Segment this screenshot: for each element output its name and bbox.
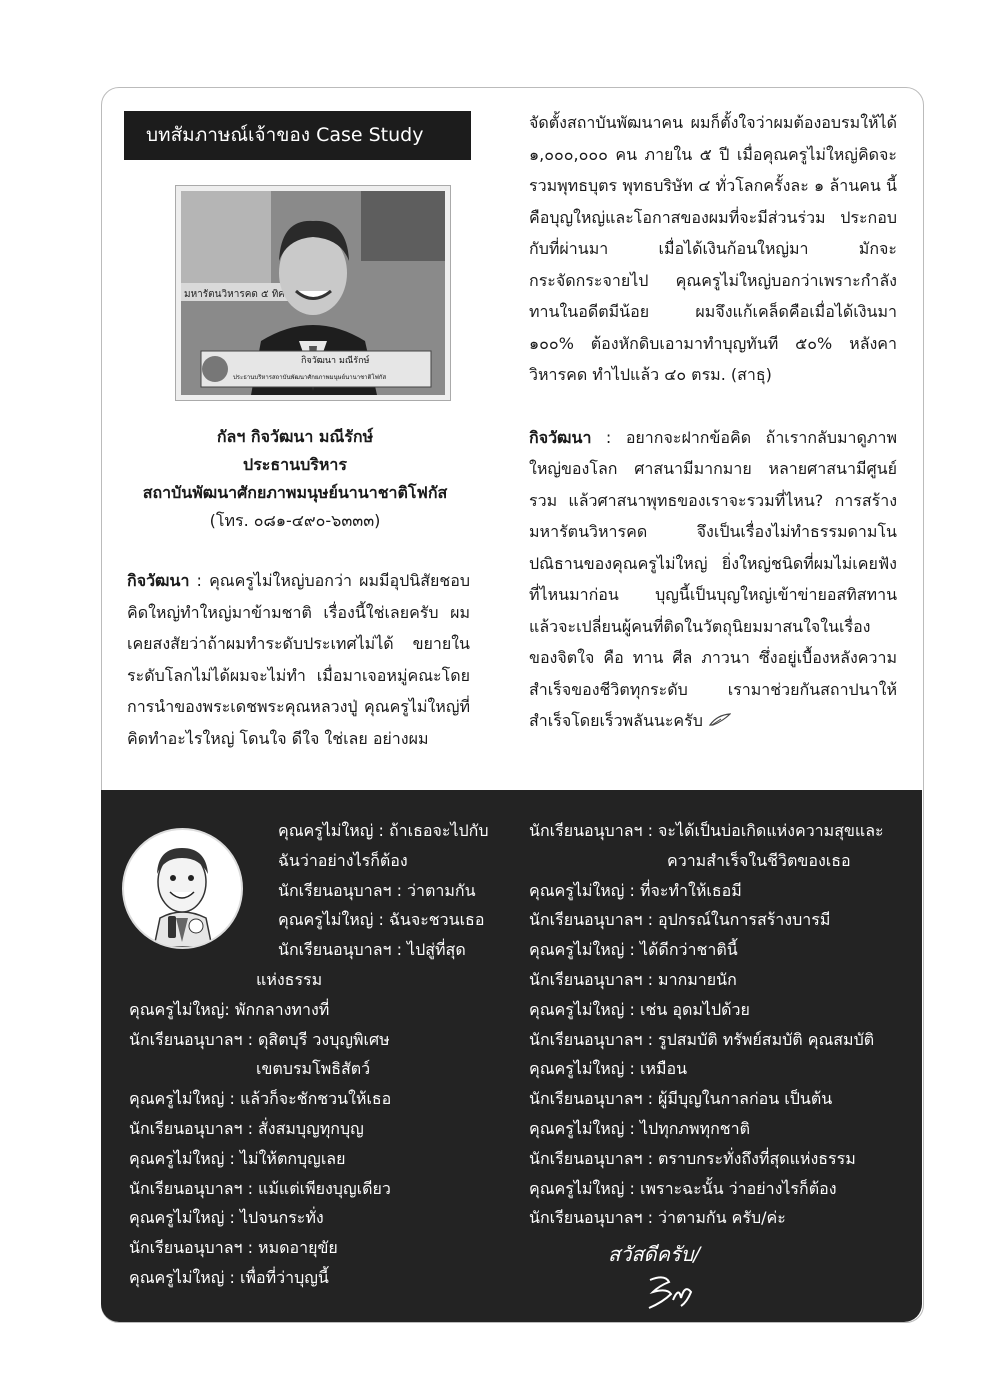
dialogue-line: คุณครูไม่ใหญ่ : ไปจนกระทั่ง: [129, 1208, 324, 1228]
photo-banner-text: มหารัตนวิหารคด ๕ ทิศ: [184, 289, 285, 300]
dialogue-line: นักเรียนอนุบาลฯ : แม้แต่เพียงบุญเดียว: [129, 1178, 391, 1198]
dialogue-line: คุณครูไม่ใหญ่ : ที่จะทำให้เธอมี: [529, 880, 742, 900]
caption-phone: (โทร. ๐๘๑-๔๙๐-๖๓๓๓): [209, 511, 381, 530]
caption-name: กัลฯ กิจวัฒนา มณีรักษ์: [216, 427, 374, 446]
dialogue-line: คุณครูไม่ใหญ่ : ถ้าเธอจะไปกับ: [278, 821, 489, 840]
dialogue-line: เขตบรมโพธิสัตว์: [256, 1059, 371, 1079]
dialogue-line: นักเรียนอนุบาลฯ : ว่าตามกัน: [278, 880, 476, 900]
dialogue-line: คุณครูไม่ใหญ่ : ไม่ให้ตกบุญเลย: [129, 1148, 346, 1168]
speaker-name: กิจวัฒนา: [127, 571, 190, 590]
dialogue-line: นักเรียนอนุบาลฯ : สั่งสมบุญทุกบุญ: [129, 1118, 364, 1138]
dialogue-line: คุณครูไม่ใหญ่ : ฉันจะชวนเธอ: [278, 910, 485, 930]
paragraph: : คุณครูไม่ใหญ่บอกว่า ผมมีอุปนิสัยชอบคิดใหญ่ทำใหญ่มาข้ามชาติ เรื่องนี้ใช่เลยครับ ผมเคยสงสัยว่าถ้าผมทำระดับประเทศไม่ได้ ขยายในระดับโลกไม่ได้ผมจะไม่ทำ เมื่อมาเจอหมู่คณะโดยการนำของพระเดชพระคุณหลวงปู่ คุณครูไม่ใหญ่ที่คิดทำอะไรใหญ่ โดนใจ ดีใจ ใช่เลย อย่างผม: [127, 571, 470, 748]
dialogue-line: คุณครูไม่ใหญ่ : เหมือน: [529, 1059, 688, 1079]
dialogue-line: นักเรียนอนุบาลฯ : อุปกรณ์ในการสร้างบารมี: [529, 910, 831, 930]
dialogue-line: นักเรียนอนุบาลฯ : ดุสิตบุรี วงบุญพิเศษ: [129, 1029, 390, 1049]
dialogue-line: แห่งธรรม: [256, 969, 323, 989]
dialogue-line: นักเรียนอนุบาลฯ : ว่าตามกัน ครับ/ค่ะ: [529, 1208, 786, 1228]
end-feather-icon: [709, 706, 731, 738]
dialogue-line: คุณครูไม่ใหญ่ : ไปทุกภพทุกชาติ: [529, 1118, 750, 1138]
dialogue-line: ความสำเร็จในชีวิตของเธอ: [667, 850, 851, 870]
photo-sub-overlay: ประธานบริหารสถาบันพัฒนาศักยภาพมนุษย์นานาชาติโฟกัส: [233, 374, 387, 381]
paragraph: : อยากจะฝากข้อคิด ถ้าเรากลับมาดูภาพใหญ่ของโลก ศาสนามีมากมาย หลายศาสนามีศูนย์รวม แล้วศาสนาพุทธของเราจะรวมที่ไหน? การสร้างมหารัตนวิหารคด จึงเป็นเรื่องไม่ทำธรรมดามโนปณิธานของคุณครูไม่ใหญ่ ยิ่งใหญ่ชนิดที่ผมไม่เคยฟังที่ไหนมาก่อน บุญนี้เป็นบุญใหญ่เข้าข่ายอสทิสทาน แล้วจะเปลี่ยนผู้คนที่ติดในวัตถุนิยมมาสนใจในเรื่องของจิตใจ คือ ทาน ศีล ภาวนา ซึ่งอยู่เบื้องหลังความสำเร็จของชีวิตทุกระดับ เรามาช่วยกันสถาปนาให้สำเร็จโดยเร็วพลันนะครับ: [529, 427, 897, 730]
caption-org: สถาบันพัฒนาศักยภาพมนุษย์นานาชาติโฟกัส: [142, 483, 448, 502]
dialogue-line: นักเรียนอนุบาลฯ : หมดอายุขัย: [129, 1238, 338, 1258]
right-column-text: [529, 107, 897, 737]
dialogue-right: [529, 816, 909, 1233]
dialogue-line: นักเรียนอนุบาลฯ : ตราบกระทั่งถึงที่สุดแห่งธรรม: [529, 1148, 856, 1168]
dialogue-line: นักเรียนอนุบาลฯ : รูปสมบัติ ทรัพย์สมบัติ คุณสมบัติ: [529, 1029, 875, 1049]
interview-photo: [175, 185, 451, 401]
dialogue-line: คุณครูไม่ใหญ่: พักกลางทางที่: [129, 999, 330, 1019]
dialogue-line: คุณครูไม่ใหญ่ : เพราะฉะนั้น ว่าอย่างไรก็ต้อง: [529, 1178, 837, 1198]
dialogue-line: คุณครูไม่ใหญ่ : ได้ดีกว่าชาตินี้: [529, 940, 738, 960]
dialogue-left: [129, 816, 509, 1293]
dialogue-line: คุณครูไม่ใหญ่ : เช่น อุดมไปด้วย: [529, 999, 750, 1019]
photo-name-overlay: กิจวัฒนา มณีรักษ์: [301, 356, 370, 366]
speaker-name: กิจวัฒนา: [529, 427, 592, 447]
caption-position: ประธานบริหาร: [243, 455, 347, 474]
photo-caption: [120, 423, 470, 535]
dialogue-line: นักเรียนอนุบาลฯ : จะได้เป็นบ่อเกิดแห่งความสุขและ: [529, 821, 884, 840]
dialogue-line: ฉันว่าอย่างไรก็ต้อง: [278, 850, 408, 870]
dialogue-line: นักเรียนอนุบาลฯ : ผู้มีบุญในกาลก่อน เป็นต้น: [529, 1089, 833, 1109]
signoff-text: สวัสดีครับ/: [608, 1242, 701, 1266]
dialogue-line: นักเรียนอนุบาลฯ : มากมายนัก: [529, 969, 737, 989]
dialogue-line: คุณครูไม่ใหญ่ : เพื่อที่ว่าบุญนี้: [129, 1267, 329, 1287]
left-column-text: [127, 565, 470, 754]
dialogue-line: คุณครูไม่ใหญ่ : แล้วก็จะชักชวนให้เธอ: [129, 1089, 392, 1109]
signature-mark: [645, 1272, 695, 1316]
dialogue-line: นักเรียนอนุบาลฯ : ไปสู่ที่สุด: [278, 940, 466, 960]
paragraph: จัดตั้งสถาบันพัฒนาคน ผมก็ตั้งใจว่าผมต้องอบรมให้ได้ ๑,๐๐๐,๐๐๐ คน ภายใน ๕ ปี เมื่อคุณครูไม่ใหญ่คิดจะรวมพุทธบุตร พุทธบริษัท ๔ ทั่วโลกครั้งละ ๑ ล้านคน นี้คือบุญใหญ่และโอกาสของผมที่จะมีส่วนร่วม ประกอบกับที่ผ่านมา เมื่อได้เงินก้อนใหญ่มา มักจะกระจัดกระจายไป คุณครูไม่ใหญ่บอกว่าเพราะกำลังทานในอดีตมีน้อย ผมจึงแก้เคล็ดคือเมื่อได้เงินมา ๑๐๐% ต้องหักดิบเอามาทำบุญทันที ๕๐% หลังคาวิหารคด ทำไปแล้ว ๔๐ ตรม. (สาธุ): [529, 113, 897, 384]
photo-graphic: [181, 191, 445, 395]
section-header: บทสัมภาษณ์เจ้าของ Case Study: [124, 111, 471, 160]
